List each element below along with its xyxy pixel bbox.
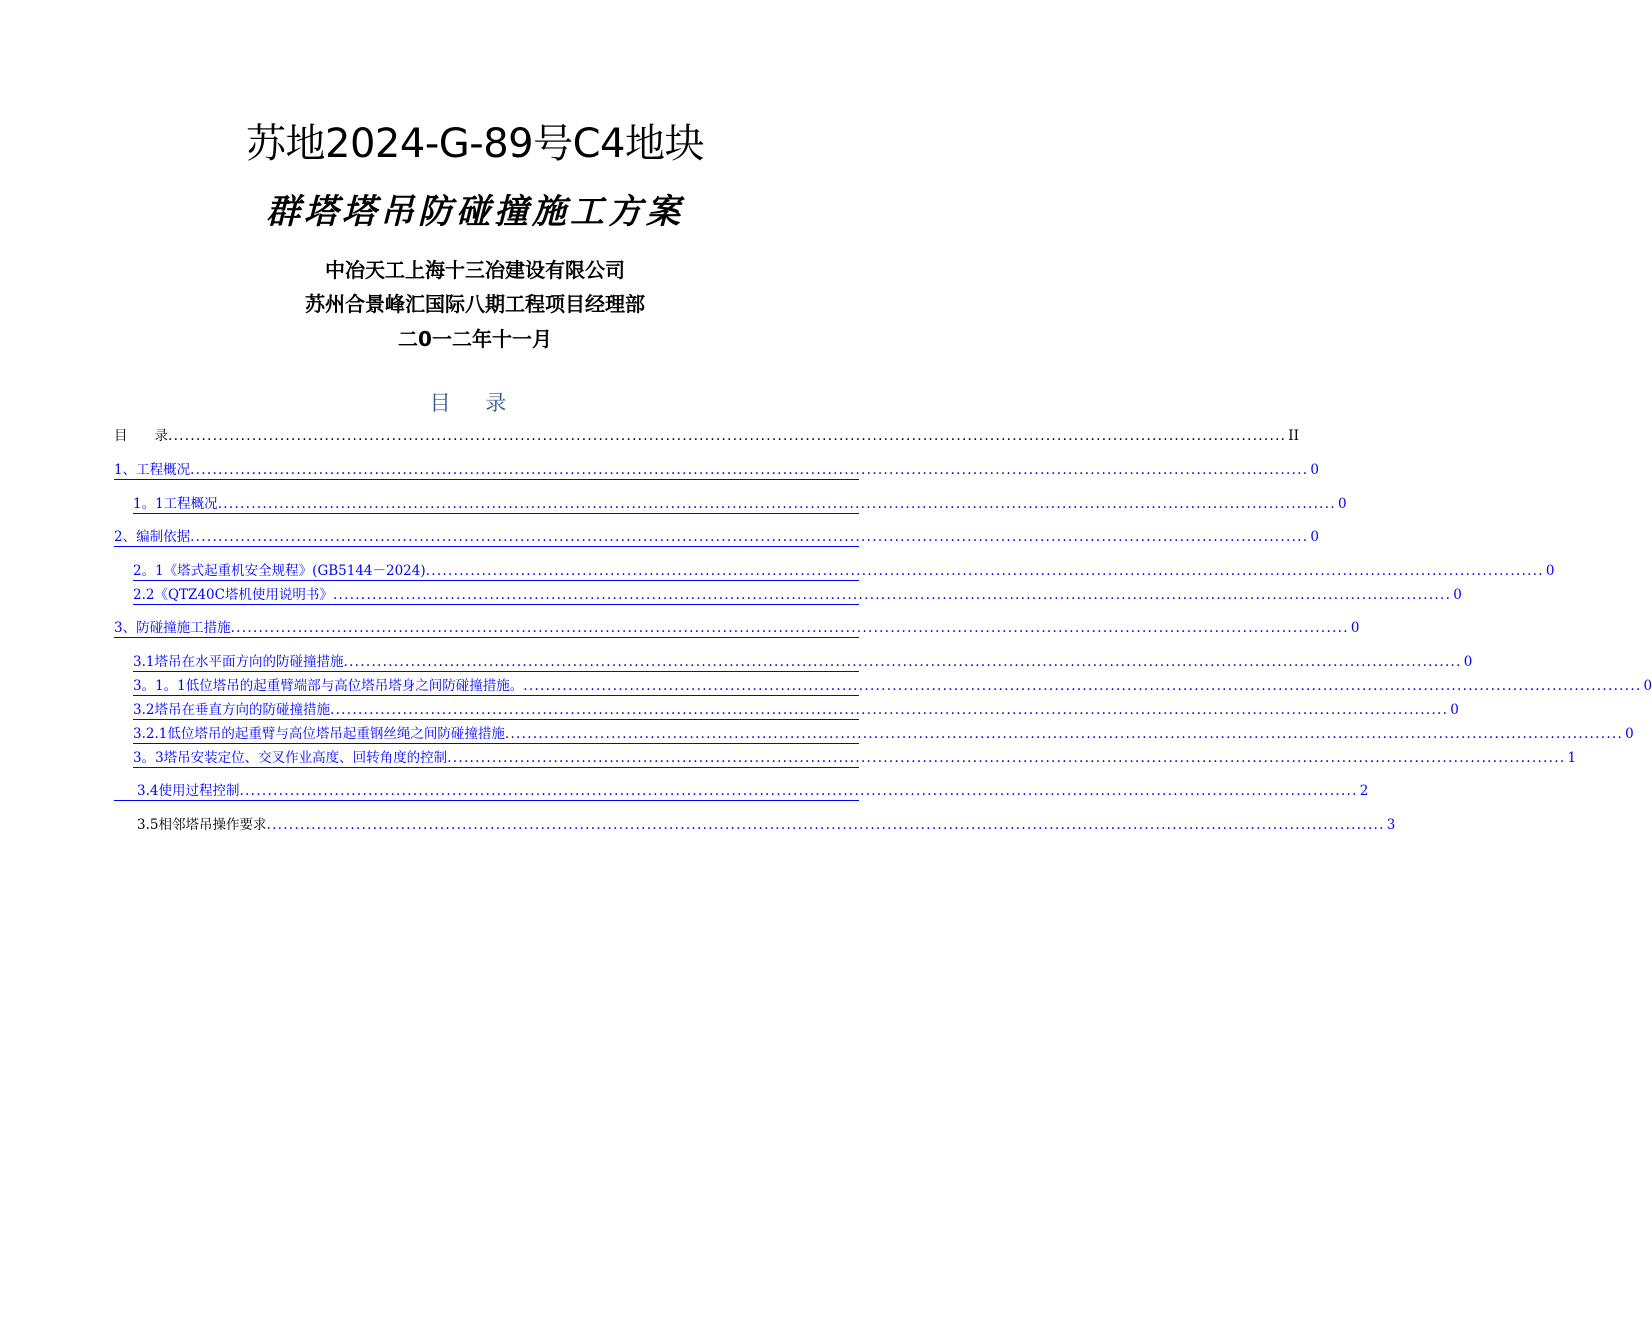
toc-leader-dots: ........................................................................................................................................................................................................ <box>523 678 1642 694</box>
toc-leader-dots: ........................................................................................................................................................................................................ <box>329 702 1449 718</box>
toc-entry-3-2-1[interactable] <box>0 724 1634 744</box>
toc-entry-3-1[interactable] <box>0 652 1473 672</box>
toc-page-number: 0 <box>1450 702 1459 718</box>
toc-entry-label: 目 录 <box>114 428 168 444</box>
toc-page-number: 0 <box>1350 620 1360 636</box>
toc-page-number: 1 <box>1567 750 1577 766</box>
toc-leader-dots: ........................................................................................................................................................................................................ <box>168 428 1287 444</box>
toc-entry-label: 2、编制依据 <box>114 529 191 545</box>
toc-entry-3-2[interactable] <box>0 700 1459 720</box>
toc-entry-2-2[interactable] <box>0 585 1462 605</box>
toc-page-number: 0 <box>1625 726 1634 742</box>
toc-entry-label: 3。3塔吊安装定位、交叉作业高度、回转角度的控制 <box>133 750 448 766</box>
toc-entry-label: 3。1。1低位塔吊的起重臂端部与高位塔吊塔身之间防碰撞措施。 <box>133 678 524 694</box>
toc-entry-label: 3.1塔吊在水平面方向的防碰撞措施 <box>133 654 344 670</box>
toc-page-number: 0 <box>1337 496 1347 512</box>
toc-page-number: II <box>1288 428 1299 444</box>
toc-entry-label: 3.5相邻塔吊操作要求 <box>137 817 267 833</box>
toc-heading: 目 录 <box>429 391 521 415</box>
toc-page-number: 0 <box>1545 563 1555 579</box>
toc-entry-label: 1、工程概况 <box>114 462 191 478</box>
toc-entry-3-1-1[interactable] <box>0 676 1652 696</box>
toc-leader-dots: ........................................................................................................................................................................................................ <box>266 817 1385 833</box>
toc-entry-label: 3.2塔吊在垂直方向的防碰撞措施 <box>133 702 330 718</box>
toc-entry-1-1[interactable] <box>0 494 1347 514</box>
toc-entry-label: 3、防碰撞施工措施 <box>114 620 231 636</box>
toc-entry-3-3[interactable] <box>0 748 1577 768</box>
toc-leader-dots: ........................................................................................................................................................................................................ <box>217 496 1336 512</box>
toc-leader-dots: ........................................................................................................................................................................................................ <box>504 726 1624 742</box>
toc-page-number: 0 <box>1463 654 1473 670</box>
toc-page-number: 3 <box>1386 817 1396 833</box>
toc-entry-label: 2.2《QTZ40C塔机使用说明书》 <box>133 587 333 603</box>
toc-entry-2[interactable] <box>0 527 1319 547</box>
toc-entry-label: 3.4使用过程控制 <box>137 783 240 799</box>
toc-leader-dots: ........................................................................................................................................................................................................ <box>332 587 1452 603</box>
toc-entry-3-4[interactable] <box>0 781 1369 801</box>
company-name: 中冶天工上海十三冶建设有限公司 <box>325 258 625 282</box>
toc-entry-label: 1。1工程概况 <box>133 496 218 512</box>
toc-page-number: 0 <box>1310 462 1319 478</box>
toc-entry-1[interactable] <box>0 460 1319 480</box>
toc-entry-label: 2。1《塔式起重机安全规程》(GB5144－2024) <box>133 563 426 579</box>
toc-page-number: 2 <box>1359 783 1369 799</box>
toc-page-number: 0 <box>1453 587 1462 603</box>
toc-entry-contents[interactable] <box>0 426 1299 446</box>
toc-leader-dots: ........................................................................................................................................................................................................ <box>239 783 1358 799</box>
department-name: 苏州合景峰汇国际八期工程项目经理部 <box>305 292 645 316</box>
toc-leader-dots: ........................................................................................................................................................................................................ <box>447 750 1566 766</box>
toc-leader-dots: ........................................................................................................................................................................................................ <box>425 563 1544 579</box>
document-subtitle: 群塔塔吊防碰撞施工方案 <box>266 192 684 232</box>
toc-leader-dots: ........................................................................................................................................................................................................ <box>190 462 1309 478</box>
toc-leader-dots: ........................................................................................................................................................................................................ <box>190 529 1309 545</box>
document-date: 二0一二年十一月 <box>398 327 552 351</box>
toc-leader-dots: ........................................................................................................................................................................................................ <box>343 654 1462 670</box>
toc-entry-3-5[interactable] <box>0 815 1396 835</box>
toc-entry-label: 3.2.1低位塔吊的起重臂与高位塔吊起重钢丝绳之间防碰撞措施 <box>133 726 505 742</box>
document-title: 苏地2024-G-89号C4地块 <box>246 121 704 167</box>
toc-entry-2-1[interactable] <box>0 561 1555 581</box>
toc-page-number: 0 <box>1643 678 1652 694</box>
toc-page-number: 0 <box>1310 529 1319 545</box>
toc-leader-dots: ........................................................................................................................................................................................................ <box>230 620 1349 636</box>
toc-entry-3[interactable] <box>0 618 1360 638</box>
